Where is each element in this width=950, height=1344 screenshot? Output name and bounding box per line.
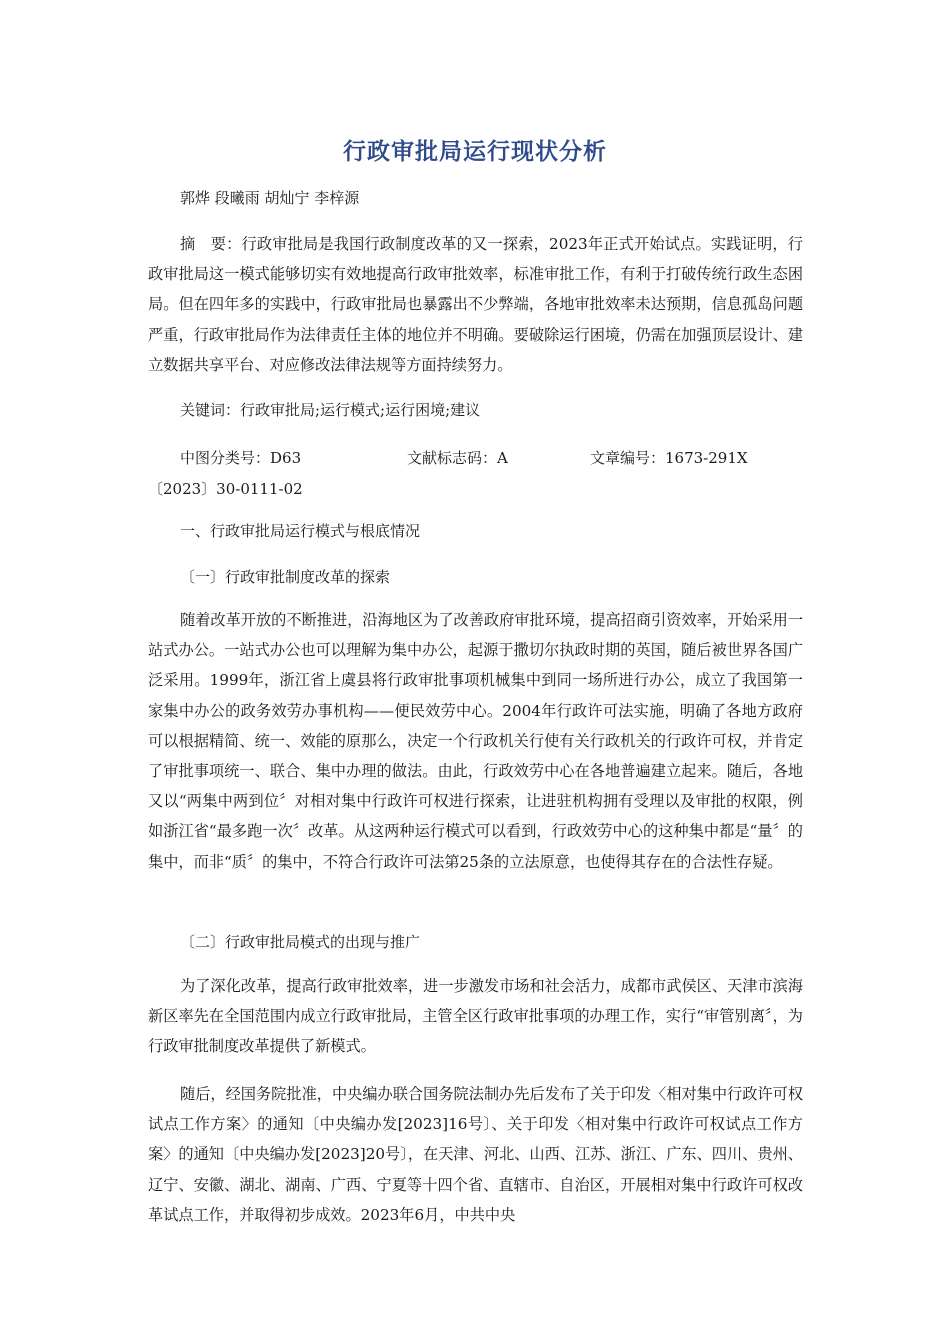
author-list: 郭烨 段曦雨 胡灿宁 李梓源 bbox=[180, 189, 360, 207]
article-number-continuation: 〔2023〕30-0111-02 bbox=[148, 480, 303, 498]
article-number: 文章编号：1673-291X bbox=[590, 449, 748, 467]
body-paragraph-3: 随后，经国务院批准，中央编办联合国务院法制办先后发布了关于印发〈相对集中行政许可权试点工作方案〉的通知〔中央编办发[2023]16号〕、关于印发〈相对集中行政许可权试点工作方案〉的通知〔中央编办发[2023]20号〕，在天津、河北、山西、江苏、浙江、广东、四川、贵州、辽宁、安徽、湖北、湖南、广西、宁夏等十四个省、直辖市、自治区，开展相对集中行政许可权改革试点工作，并取得初步成效。2023年6月，中共中央 bbox=[148, 1085, 803, 1224]
document-code: 文献标志码：A bbox=[407, 449, 508, 467]
subsection-heading-1-1: 〔一〕行政审批制度改革的探索 bbox=[180, 568, 391, 586]
body-paragraph-2: 为了深化改革，提高行政审批效率，进一步激发市场和社会活力，成都市武侯区、天津市滨海新区率先在全国范围内成立行政审批局，主管全区行政审批事项的办理工作，实行“审管别离〞，为行政审批制度改革提供了新模式。 bbox=[148, 977, 803, 1056]
clc-number: 中图分类号：D63 bbox=[180, 449, 302, 467]
abstract-paragraph: 摘 要：行政审批局是我国行政制度改革的又一探索，2023年正式开始试点。实践证明，行政审批局这一模式能够切实有效地提高行政审批效率，标准审批工作，有利于打破传统行政生态困局。但在四年多的实践中，行政审批局也暴露出不少弊端，各地审批效率未达预期，信息孤岛问题严重，行政审批局作为法律责任主体的地位并不明确。要破除运行困境，仍需在加强顶层设计、建立数据共享平台、对应修改法律法规等方面持续努力。 bbox=[148, 235, 803, 374]
keywords-line: 关键词：行政审批局;运行模式;运行困境;建议 bbox=[180, 401, 481, 419]
section-heading-1: 一、行政审批局运行模式与根底情况 bbox=[180, 522, 421, 540]
page-title: 行政审批局运行现状分析 bbox=[343, 139, 607, 165]
subsection-heading-1-2: 〔二〕行政审批局模式的出现与推广 bbox=[180, 933, 421, 951]
body-paragraph-1: 随着改革开放的不断推进，沿海地区为了改善政府审批环境，提高招商引资效率，开始采用一站式办公。一站式办公也可以理解为集中办公，起源于撒切尔执政时期的英国，随后被世界各国广泛采用。1999年，浙江省上虞县将行政审批事项机械集中到同一场所进行办公，成立了我国第一家集中办公的政务效劳办事机构——便民效劳中心。2004年行政许可法实施，明确了各地方政府可以根据精简、统一、效能的原那么，决定一个行政机关行使有关行政机关的行政许可权，并肯定了审批事项统一、联合、集中办理的做法。由此，行政效劳中心在各地普遍建立起来。随后，各地又以“两集中两到位〞对相对集中行政许可权进行探索，让进驻机构拥有受理以及审批的权限，例如浙江省“最多跑一次〞改革。从这两种运行模式可以看到，行政效劳中心的这种集中都是“量〞的集中，而非“质〞的集中，不符合行政许可法第25条的立法原意，也使得其存在的合法性存疑。 bbox=[148, 611, 803, 871]
